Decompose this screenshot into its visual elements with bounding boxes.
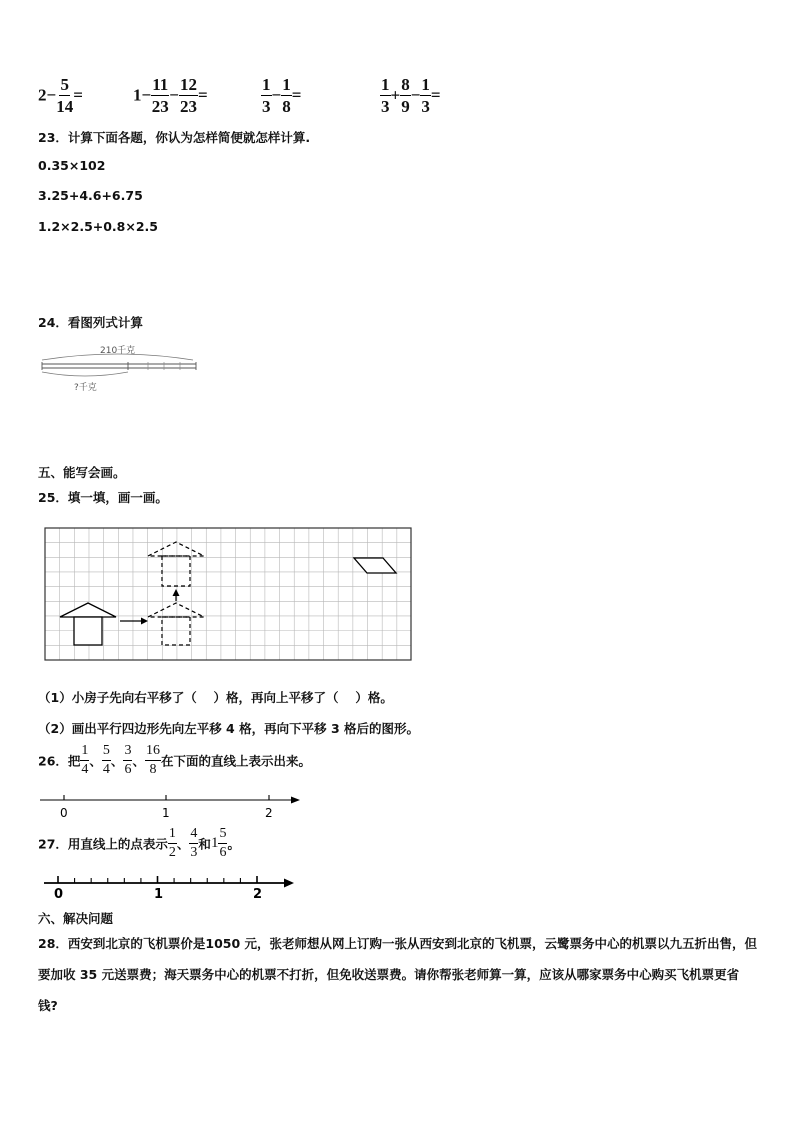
expr2-lead: 1−	[133, 85, 152, 105]
expr2-fraction-1: $\frac{11}{23}$	[151, 75, 169, 116]
q26-fraction-1: $\frac{1}{4}$	[81, 743, 89, 777]
expr4-minus: −	[410, 85, 421, 105]
expr3-minus: −	[271, 85, 282, 105]
dashed-house-lower-body	[162, 617, 190, 645]
q25-title: 25．填一填，画一画。	[38, 490, 168, 505]
q26-fraction-4: $\frac{16}{8}$	[145, 743, 160, 777]
expr4-fraction-3: $\frac{1}{3}$	[421, 75, 430, 116]
move-up-arrowhead	[173, 589, 180, 596]
q27-fraction-3: $\frac{5}{6}$	[219, 826, 227, 860]
expr2-equals: =	[197, 85, 208, 105]
q26-number-line	[38, 792, 303, 822]
move-right-arrowhead	[141, 618, 148, 625]
q24-title: 24．看图列式计算	[38, 315, 143, 330]
parallelogram	[354, 558, 396, 573]
house-body	[74, 617, 102, 645]
q27-number-line	[38, 874, 298, 900]
q26-axis-label-2: 2	[265, 806, 273, 820]
expr2-minus: −	[169, 85, 179, 105]
dashed-house-upper-body	[162, 556, 190, 586]
section-6-title: 六、解决问题	[38, 911, 114, 926]
q27-fraction-2: $\frac{4}{3}$	[190, 826, 198, 860]
expr4-fraction-2: $\frac{8}{9}$	[401, 75, 410, 116]
q26-suffix: 在下面的直线上表示出来。	[160, 753, 311, 769]
expr4-plus: +	[390, 85, 401, 105]
q23-item-1: 0.35×102	[38, 158, 106, 173]
q25-grid-figure	[44, 527, 414, 663]
expr4-equals: =	[430, 85, 441, 105]
q23-title: 23．计算下面各题，你认为怎样简便就怎样计算.	[38, 130, 311, 145]
expr3-equals: =	[291, 85, 302, 105]
q24-bottom-brace	[42, 372, 128, 376]
dashed-house-lower-roof	[148, 603, 204, 617]
q25-sub1: （1）小房子先向右平移了（ ）格，再向上平移了（ ）格。	[38, 690, 393, 705]
q26-sep: 、	[89, 753, 102, 769]
q28-text: 28．西安到北京的飞机票价是1050 元，张老师想从网上订购一张从西安到北京的飞机票，云鹭票务中心的机票以九五折出售，但要加收 35 元送票费；海天票务中心的机票不打折，但免收送票费。请你帮张老师算一算，应该从哪家票务中心购买飞机票更省钱?	[38, 936, 758, 1013]
expr4-fraction-1: $\frac{1}{3}$	[381, 75, 390, 116]
q26-sep: 、	[132, 753, 145, 769]
q23-item-2: 3.25+4.6+6.75	[38, 188, 143, 203]
q27-axis-arrowhead	[284, 879, 294, 888]
q26-axis-label-1: 1	[162, 806, 170, 820]
section-5-title: 五、能写会画。	[38, 465, 126, 480]
q24-segment-diagram	[38, 340, 203, 395]
expression-4	[380, 76, 441, 115]
q24-top-label: 210千克	[100, 346, 136, 356]
q27-axis-label-2: 2	[253, 887, 263, 900]
q26-prefix: 26．把	[38, 753, 81, 769]
q27-line	[38, 827, 240, 860]
q26-fraction-2: $\frac{5}{4}$	[102, 743, 110, 777]
q24-bottom-label: ?千克	[74, 383, 97, 393]
q27-prefix: 27．用直线上的点表示	[38, 836, 168, 852]
q26-line	[38, 744, 311, 777]
dashed-house-upper-roof	[148, 542, 204, 556]
expression-1	[38, 76, 83, 115]
q27-whole: 1	[210, 835, 219, 851]
q25-sub2: （2）画出平行四边形先向左平移 4 格，再向下平移 3 格后的图形。	[38, 721, 420, 736]
expr3-fraction-1: $\frac{1}{3}$	[262, 75, 271, 116]
house-roof	[60, 603, 116, 617]
q27-axis-label-1: 1	[154, 887, 164, 900]
q26-axis-arrowhead	[291, 797, 300, 804]
expression-2	[133, 76, 208, 115]
q27-and: 和	[198, 836, 211, 852]
q26-sep: 、	[110, 753, 124, 769]
q27-end: 。	[227, 836, 240, 852]
q27-sep: 、	[176, 836, 190, 852]
q27-axis-label-0: 0	[54, 887, 64, 900]
expr1-equals: =	[73, 85, 83, 105]
expr1-lead: 2−	[38, 85, 57, 105]
q27-fraction-1: $\frac{1}{2}$	[168, 826, 176, 860]
q23-item-3: 1.2×2.5+0.8×2.5	[38, 219, 158, 234]
expr3-fraction-2: $\frac{1}{8}$	[282, 75, 291, 116]
expr1-fraction: $\frac{5}{14}$	[56, 75, 74, 116]
q27-minor-ticks	[58, 876, 257, 883]
expr2-fraction-2: $\frac{12}{23}$	[179, 75, 197, 116]
expression-3	[261, 76, 301, 115]
q26-fraction-3: $\frac{3}{6}$	[124, 743, 132, 777]
q26-axis-label-0: 0	[60, 806, 68, 820]
